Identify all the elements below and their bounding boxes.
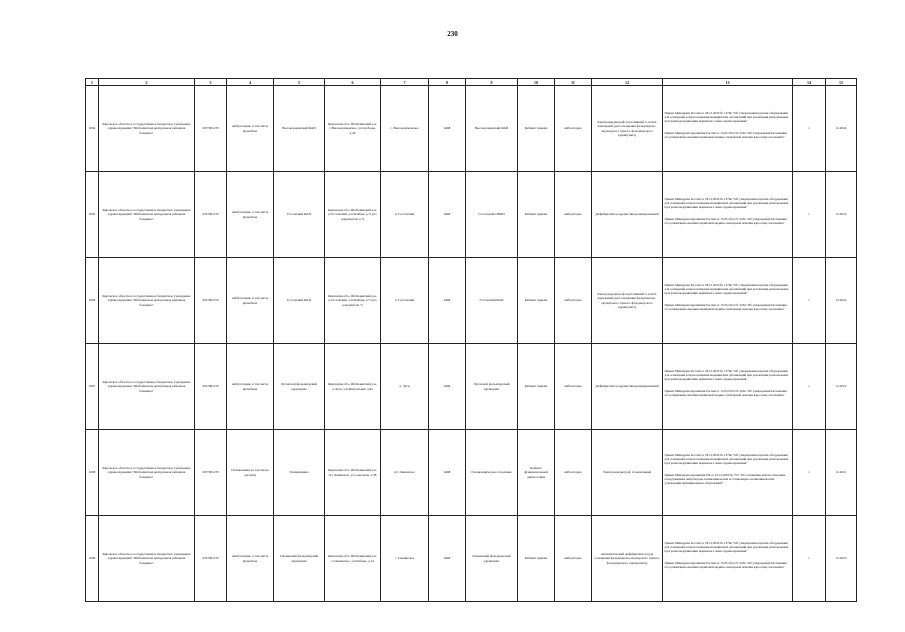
column-number: 3	[195, 79, 227, 86]
subdivision-cell: Гостовский ФАП	[274, 172, 325, 258]
column-number: 11	[555, 79, 592, 86]
regulation-text: Приказ Минздравсоцразвития России от 15.05.2012 № 543н "Об утверждении Положения об организации оказания первичной медико-санитарной помощи взрослому населению"	[664, 302, 787, 311]
regulation-text: Приказ Минздрава России от 28.12.2020 № 1379н "Об утверждении перечня оборудования для оснащения и переоснащения медицинских организаций при реализации региональных программ модернизации первичного звена здравоохранения"	[664, 540, 789, 553]
table-row	[86, 86, 857, 172]
address-cell: Кировская обл., Шабалинский р-н, д.Гостовский, ул.Октября, д.7а (по документам д.7)	[325, 172, 381, 258]
subdivision-cell: Высокораменский ФАП	[274, 86, 325, 172]
unit-type-cell: Амбулатория, в том числе врачебная	[227, 516, 274, 602]
unit-type-cell: Амбулатория, в том числе врачебная	[227, 86, 274, 172]
regulation-cell	[663, 86, 793, 172]
division-cell: Гостовский ОВОП	[466, 172, 518, 258]
regulation-text: Приказ Минздрава России от 28.12.2020 № 1379н "Об утверждении перечня оборудования для оснащения и переоснащения медицинских организаций при реализации региональных программ модернизации первичного звена здравоохранения"	[664, 368, 789, 381]
address-cell: Кировская обл., Шабалинский р-н, с.Свечинское, ул.Победы, д.14	[325, 516, 381, 602]
address-cell: Кировская обл., Шабалинский р-н, пгт Ленинское, ул.Советская, д.38	[325, 430, 381, 516]
unit-type-cell: Амбулатория, в том числе врачебная	[227, 344, 274, 430]
column-number-row	[86, 79, 857, 86]
division-cell: Свечинский фельдшерский здравпункт	[466, 516, 518, 602]
settlement-cell: с. Высокораменское	[381, 86, 429, 172]
division-cell: Луговской фельдшерский здравпункт	[466, 344, 518, 430]
address-cell: Кировская обл., Шабалинский р-н, с.Высокораменское, ул.Свободы, д.40	[325, 86, 381, 172]
inn-cell: 4337001270	[195, 86, 227, 172]
settlement-cell: д. Луги	[381, 344, 429, 430]
regulation-cell	[663, 172, 793, 258]
regulation-text: Приказ Минздравсоцразвития России от 15.05.2012 № 543н "Об утверждении Положения об организации оказания первичной медико-санитарной помощи взрослому населению"	[664, 216, 787, 225]
division-cell: Поликлиническое отделение	[466, 430, 518, 516]
column-number: 1	[86, 79, 99, 86]
subdivision-cell: Гостовский ФАП	[274, 258, 325, 344]
settlement-cell: п. Гостовский	[381, 172, 429, 258]
equipment-cell: Электрокардиограф портативный 3- или 6-канальный (для оснащения фельдшерско-акушерского пункта, фельдшерского здравпункта)	[592, 86, 663, 172]
regulation-text: Приказ Минздрава России от 28.12.2020 № 1379н "Об утверждении перечня оборудования для оснащения и переоснащения медицинских организаций при реализации региональных программ модернизации первичного звена здравоохранения"	[664, 196, 789, 209]
regulation-cell	[663, 430, 793, 516]
room-cell: Кабинет приема	[518, 516, 555, 602]
address-cell: Кировская обл., Шабалинский р-н, п.Гостовский, ул.Октября, д.7а (по документам 7)	[325, 258, 381, 344]
column-number: 5	[274, 79, 325, 86]
care-type-cell: амбулаторно	[555, 430, 592, 516]
column-number: 9	[466, 79, 518, 86]
regulation-text: Приказ Минздравсоцразвития России от 15.05.2012 № 543н "Об утверждении Положения об организации оказания первичной медико-санитарной помощи взрослому населению"	[664, 560, 787, 569]
date-cell: 12.2024	[826, 86, 857, 172]
row-number-cell: 1067	[86, 344, 99, 430]
code-cell: 4468	[429, 516, 466, 602]
settlement-cell: с. Свечинское	[381, 516, 429, 602]
unit-type-cell: Амбулатория, в том числе врачебная	[227, 258, 274, 344]
subdivision-cell: Поликлиника	[274, 430, 325, 516]
quantity-cell: 1	[793, 430, 826, 516]
organization-cell: Кировское областное государственное бюджетное учреждение здравоохранения "Шабалинская центральная районная больница"	[99, 344, 195, 430]
inn-cell: 4337001270	[195, 430, 227, 516]
table-row	[86, 516, 857, 602]
subdivision-cell: Свечинский фельдшерский здравпункт	[274, 516, 325, 602]
quantity-cell: 1	[793, 516, 826, 602]
settlement-cell: пгт Ленинское	[381, 430, 429, 516]
address-cell: Кировская обл., Шабалинский р-н, д.Луги, ул.Центральная, д.8а	[325, 344, 381, 430]
equipment-cell: Электрокардиограф 12-канальный	[592, 430, 663, 516]
code-cell: 4468	[429, 344, 466, 430]
column-number: 6	[325, 79, 381, 86]
inn-cell: 4337001270	[195, 258, 227, 344]
division-cell: Гостовский ФАП	[466, 258, 518, 344]
table-row	[86, 172, 857, 258]
date-cell: 12.2022	[826, 172, 857, 258]
column-number: 13	[663, 79, 793, 86]
organization-cell: Кировское областное государственное бюджетное учреждение здравоохранения "Шабалинская центральная районная больница"	[99, 258, 195, 344]
unit-type-cell: Амбулатория, в том числе врачебная	[227, 172, 274, 258]
regulation-text: Приказ Минздравсоцразвития РФ от 01.12.2005 № 753 "Об оснащении диагностическим оборудованием амбулаторно-поликлинических и стационарно-поликлинических учреждений муниципальных образований"	[664, 472, 786, 485]
quantity-cell: 1	[793, 172, 826, 258]
code-cell: 4468	[429, 430, 466, 516]
care-type-cell: амбулаторно	[555, 258, 592, 344]
regulation-text: Приказ Минздравсоцразвития России от 15.05.2012 № 543н "Об утверждении Положения об организации оказания первичной медико-санитарной помощи взрослому населению"	[664, 388, 787, 397]
row-number-cell: 1064	[86, 86, 99, 172]
inn-cell: 4337001270	[195, 172, 227, 258]
quantity-cell: 1	[793, 258, 826, 344]
row-number-cell: 1068	[86, 430, 99, 516]
column-number: 7	[381, 79, 429, 86]
organization-cell: Кировское областное государственное бюджетное учреждение здравоохранения "Шабалинская центральная районная больница"	[99, 516, 195, 602]
row-number-cell: 1069	[86, 516, 99, 602]
settlement-cell: п. Гостовский	[381, 258, 429, 344]
page-number: 230	[447, 30, 458, 38]
equipment-cell: Дефибриллятор кардиосинхронизированный	[592, 344, 663, 430]
care-type-cell: амбулаторно	[555, 86, 592, 172]
equipment-cell: Электрокардиограф портативный 3- или 6-канальный (для оснащения фельдшерско-акушерского пункта, фельдшерского здравпункта)	[592, 258, 663, 344]
column-number: 4	[227, 79, 274, 86]
row-number-cell: 1066	[86, 258, 99, 344]
organization-cell: Кировское областное государственное бюджетное учреждение здравоохранения "Шабалинская центральная районная больница"	[99, 172, 195, 258]
care-type-cell: амбулаторно	[555, 344, 592, 430]
date-cell: 12.2023	[826, 516, 857, 602]
room-cell: Кабинет приема	[518, 344, 555, 430]
code-cell: 4468	[429, 86, 466, 172]
room-cell: Кабинет приема	[518, 172, 555, 258]
care-type-cell: амбулаторно	[555, 516, 592, 602]
organization-cell: Кировское областное государственное бюджетное учреждение здравоохранения "Шабалинская центральная районная больница"	[99, 430, 195, 516]
column-number: 12	[592, 79, 663, 86]
code-cell: 4468	[429, 172, 466, 258]
room-cell: Кабинет приема	[518, 86, 555, 172]
table-row	[86, 258, 857, 344]
regulation-cell	[663, 258, 793, 344]
table-row	[86, 344, 857, 430]
date-cell: 12.2021	[826, 430, 857, 516]
subdivision-cell: Луговской фельдшерский здравпункт	[274, 344, 325, 430]
column-number: 8	[429, 79, 466, 86]
regulation-cell	[663, 344, 793, 430]
regulation-text: Приказ Минздрава России от 28.12.2020 № 1379н "Об утверждении перечня оборудования для оснащения и переоснащения медицинских организаций при реализации региональных программ модернизации первичного звена здравоохранения"	[664, 110, 789, 123]
table-row	[86, 430, 857, 516]
division-cell: Высокораменский ФАП	[466, 86, 518, 172]
column-number: 10	[518, 79, 555, 86]
regulation-cell	[663, 516, 793, 602]
inn-cell: 4337001270	[195, 344, 227, 430]
equipment-cell: Автоматический дефибриллятор (для оснащения фельдшерско-акушерского пункта, фельдшерского здравпункта)	[592, 516, 663, 602]
regulation-text: Приказ Минздрава России от 28.12.2020 № 1379н "Об утверждении перечня оборудования для оснащения и переоснащения медицинских организаций при реализации региональных программ модернизации первичного звена здравоохранения"	[664, 282, 789, 295]
date-cell: 12.2024	[826, 258, 857, 344]
quantity-cell: 1	[793, 86, 826, 172]
unit-type-cell: Поликлиника (в том числе детская)	[227, 430, 274, 516]
column-number: 15	[826, 79, 857, 86]
code-cell: 4468	[429, 258, 466, 344]
organization-cell: Кировское областное государственное бюджетное учреждение здравоохранения "Шабалинская центральная районная больница"	[99, 86, 195, 172]
equipment-register-table	[85, 78, 857, 602]
regulation-text: Приказ Минздрава России от 28.12.2020 № 1379н "Об утверждении перечня оборудования для оснащения и переоснащения медицинских организаций при реализации региональных программ модернизации первичного звена здравоохранения"	[664, 452, 789, 465]
date-cell: 12.2021	[826, 344, 857, 430]
column-number: 14	[793, 79, 826, 86]
care-type-cell: амбулаторно	[555, 172, 592, 258]
room-cell: Кабинет приема	[518, 258, 555, 344]
equipment-cell: Дефибриллятор кардиосинхронизированный	[592, 172, 663, 258]
regulation-text: Приказ Минздравсоцразвития России от 15.05.2012 № 543н "Об утверждении Положения об организации оказания первичной медико-санитарной помощи взрослому населению"	[664, 130, 787, 139]
quantity-cell: 1	[793, 344, 826, 430]
inn-cell: 4337001270	[195, 516, 227, 602]
column-number: 2	[99, 79, 195, 86]
room-cell: Кабинет функциональной диагностики	[518, 430, 555, 516]
row-number-cell: 1065	[86, 172, 99, 258]
